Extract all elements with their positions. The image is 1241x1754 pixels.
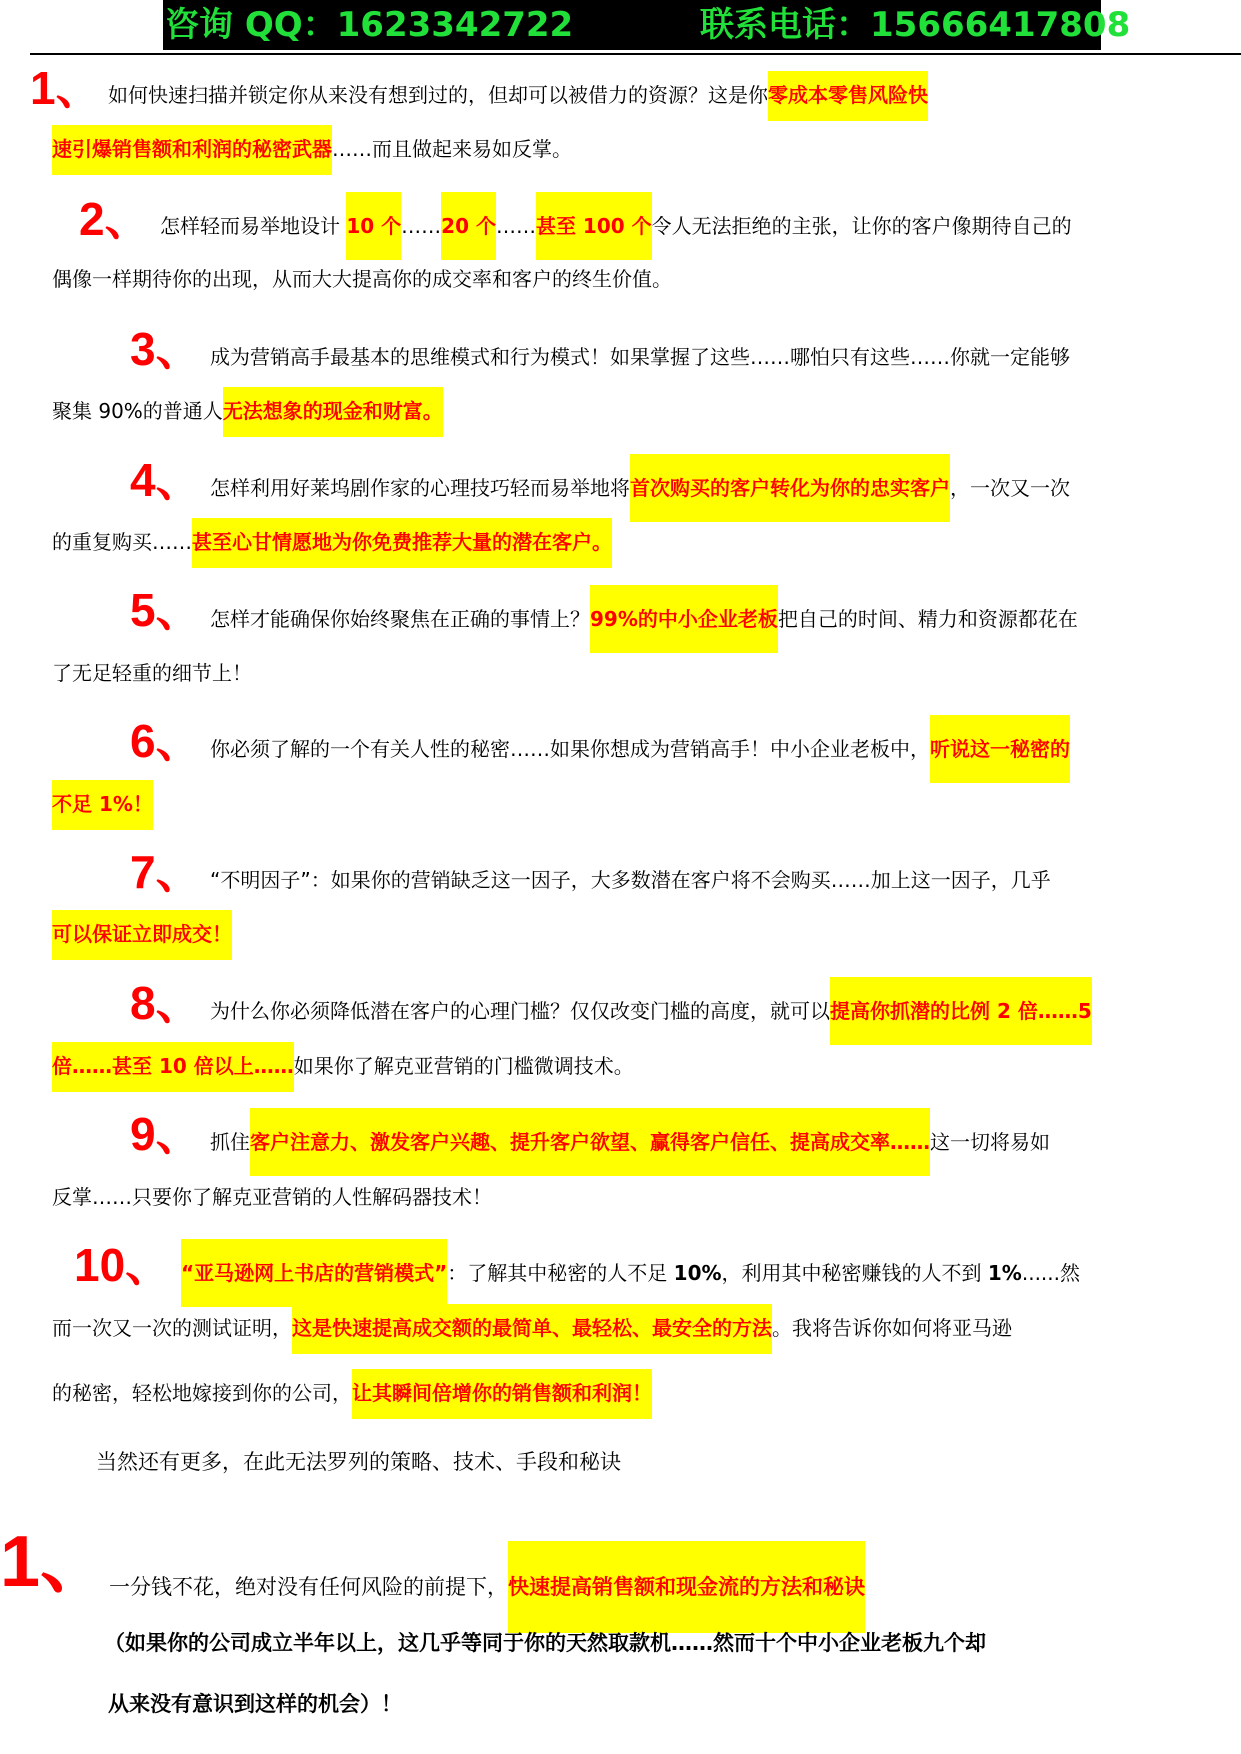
highlight: 快速提高销售额和现金流的方法和秘诀 xyxy=(508,1541,865,1633)
highlight: 听说这一秘密的 xyxy=(930,715,1070,783)
item-text-line: “不明因子”：如果你的营销缺乏这一因子，大多数潜在客户将不会购买……加上这一因子，几乎 xyxy=(210,868,1051,892)
text-run: ......然 xyxy=(1021,1261,1081,1285)
highlight: 99%的中小企业老板 xyxy=(590,585,778,653)
item-text-line xyxy=(52,396,443,426)
text-run: 怎样利用好莱坞剧作家的心理技巧轻而易举地将 xyxy=(210,476,630,500)
highlight: 倍……甚至 10 倍以上…… xyxy=(52,1042,294,1092)
text-run: 聚集 90%的普通人 xyxy=(52,399,223,423)
contact-qq: 咨询 QQ：1623342722 xyxy=(165,5,574,45)
item-text-line: 反掌……只要你了解克亚营销的人性解码器技术！ xyxy=(52,1185,492,1209)
text-run: 的重复购买…… xyxy=(52,530,192,554)
text-run: 如果你了解克亚营销的门槛微调技术。 xyxy=(293,1054,634,1078)
item-number: 6、 xyxy=(130,715,202,767)
text-run: 抓住 xyxy=(210,1130,250,1154)
text-run: 如何快速扫描并锁定你从来没有想到过的，但却可以被借力的资源？这是你 xyxy=(108,83,768,107)
highlight: 提高你抓潜的比例 2 倍……5 xyxy=(830,977,1092,1045)
item-number: 1、 xyxy=(30,62,102,114)
item-text-line xyxy=(210,1127,1050,1157)
text-run: 。我将告诉你如何将亚马逊 xyxy=(772,1316,1012,1340)
contact-header xyxy=(163,0,1131,50)
text-run: ……而且做起来易如反掌。 xyxy=(332,137,572,161)
text-run: …… xyxy=(495,214,536,238)
item-number: 8、 xyxy=(130,977,202,1029)
item-text-line xyxy=(210,473,1070,503)
text-run: 一分钱不花，绝对没有任何风险的前提下， xyxy=(109,1575,508,1599)
item-text-line xyxy=(210,734,1070,764)
text-run: 而一次又一次的测试证明， xyxy=(52,1316,292,1340)
text-run: 的秘密，轻松地嫁接到你的公司， xyxy=(52,1381,352,1405)
text-run: 把自己的时间、精力和资源都花在 xyxy=(777,607,1078,631)
highlight: “亚马逊网上书店的营销模式” xyxy=(181,1239,447,1307)
highlight: 甚至 100 个 xyxy=(536,192,652,260)
item-text-line xyxy=(108,80,928,110)
highlight: 20 个 xyxy=(441,192,496,260)
item-text-line xyxy=(181,1258,1080,1288)
highlight: 首次购买的客户转化为你的忠实客户 xyxy=(630,454,950,522)
highlight: 10 个 xyxy=(346,192,401,260)
text-run: ，一次又一次 xyxy=(950,476,1070,500)
item-text-line xyxy=(52,1378,652,1408)
item-number: 9、 xyxy=(130,1108,202,1160)
text-run: ：了解其中秘密的人不足 xyxy=(447,1261,674,1285)
item-number: 3、 xyxy=(130,323,202,375)
item-text-line: 从来没有意识到这样的机会）！ xyxy=(108,1692,402,1716)
item-text-line: 偶像一样期待你的出现，从而大大提高你的成交率和客户的终生价值。 xyxy=(52,267,672,291)
highlight: 无法想象的现金和财富。 xyxy=(223,387,443,437)
header-divider xyxy=(30,53,1241,55)
item-text-line xyxy=(52,919,232,949)
text-run: 为什么你必须降低潜在客户的心理门槛？仅仅改变门槛的高度，就可以 xyxy=(210,999,830,1023)
contact-phone: 联系电话：15666417808 xyxy=(700,5,1131,45)
item-text-line xyxy=(109,1572,865,1602)
highlight: 速引爆销售额和利润的秘密武器 xyxy=(52,125,332,175)
highlight: 可以保证立即成交！ xyxy=(52,910,232,960)
item-text-line xyxy=(52,1313,1012,1343)
item-number: 1、 xyxy=(0,1522,113,1602)
item-text-line xyxy=(210,996,1092,1026)
item-text-line xyxy=(52,527,612,557)
text-run: ，利用其中秘密赚钱的人不到 xyxy=(721,1261,988,1285)
text-run: 10% xyxy=(673,1261,722,1285)
item-text-line: 成为营销高手最基本的思维模式和行为模式！如果掌握了这些……哪怕只有这些……你就一定能够 xyxy=(210,345,1070,369)
item-text-line xyxy=(160,211,1072,241)
item-number: 5、 xyxy=(130,584,202,636)
item-text-line: 了无足轻重的细节上！ xyxy=(52,661,252,685)
text-run: 你必须了解的一个有关人性的秘密……如果你想成为营销高手！中小企业老板中， xyxy=(210,737,930,761)
item-text-line: （如果你的公司成立半年以上，这几乎等同于你的天然取款机……然而十个中小企业老板九个却 xyxy=(104,1631,986,1655)
item-number: 2、 xyxy=(79,193,151,245)
highlight: 这是快速提高成交额的最简单、最轻松、最安全的方法 xyxy=(292,1304,772,1354)
highlight: 甚至心甘情愿地为你免费推荐大量的潜在客户。 xyxy=(192,518,612,568)
item-number: 4、 xyxy=(130,454,202,506)
highlight: 不足 1%！ xyxy=(52,780,153,830)
highlight: 零成本零售风险快 xyxy=(768,71,928,121)
highlight: 客户注意力、激发客户兴趣、提升客户欲望、赢得客户信任、提高成交率…… xyxy=(250,1108,930,1176)
item-text-line xyxy=(52,1051,634,1081)
text-run: 这一切将易如 xyxy=(930,1130,1050,1154)
text-run: …… xyxy=(401,214,442,238)
highlight: 让其瞬间倍增你的销售额和利润！ xyxy=(352,1369,652,1419)
item-text-line xyxy=(52,134,572,164)
more-strategies-note: 当然还有更多，在此无法罗列的策略、技术、手段和秘诀 xyxy=(96,1450,621,1474)
item-text-line xyxy=(52,789,153,819)
item-number: 10、 xyxy=(74,1239,172,1291)
item-text-line xyxy=(210,604,1078,634)
text-run: 1% xyxy=(987,1261,1022,1285)
item-number: 7、 xyxy=(130,846,202,898)
text-run: 怎样轻而易举地设计 xyxy=(160,214,347,238)
text-run: 怎样才能确保你始终聚焦在正确的事情上？ xyxy=(210,607,590,631)
text-run: 令人无法拒绝的主张，让你的客户像期待自己的 xyxy=(651,214,1072,238)
